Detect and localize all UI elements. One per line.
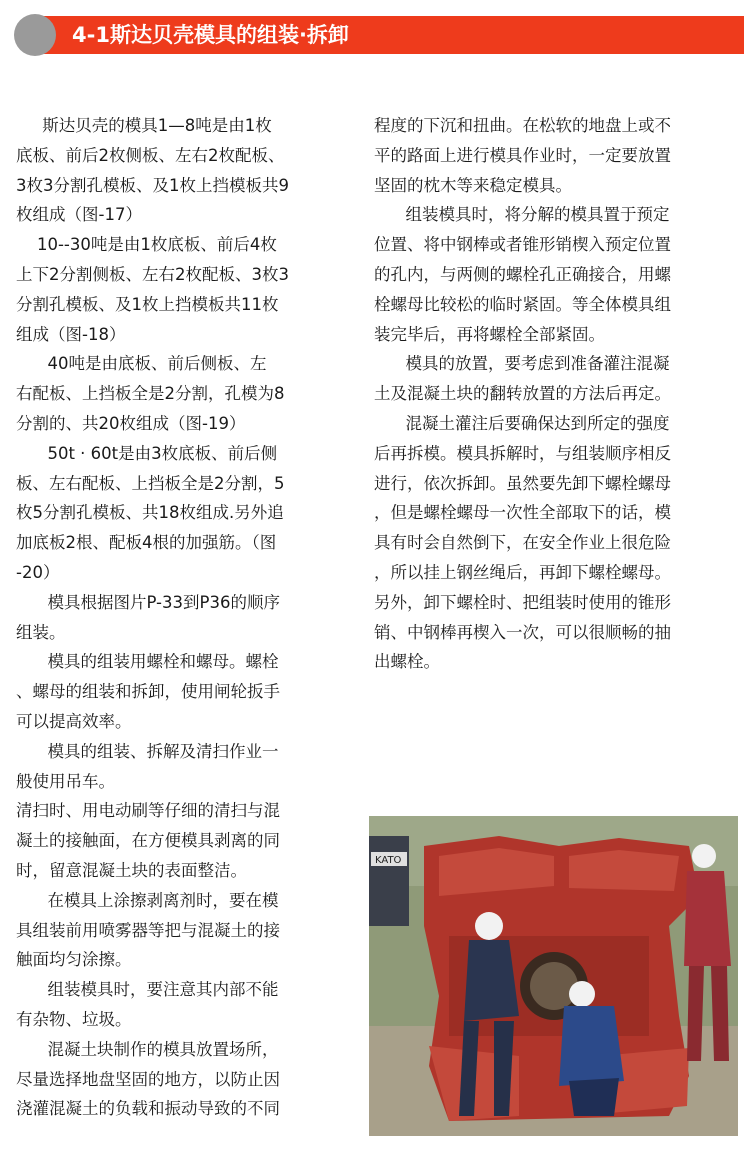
text-line: 分割的、共20枚组成（图-19）	[16, 413, 246, 433]
text-line: 枚组成（图-17）	[16, 205, 142, 225]
text-line: 50t · 60t是由3枚底板、前后侧	[16, 443, 278, 463]
text-line: ，所以挂上钢丝绳后，再卸下螺栓螺母。	[374, 562, 671, 582]
text-line: 具有时会自然倒下，在安全作业上很危险	[374, 533, 671, 553]
text-line: 组装模具时，将分解的模具置于预定	[374, 205, 670, 225]
section-header	[14, 14, 744, 56]
text-line: 时，留意混凝土块的表面整洁。	[16, 860, 247, 880]
text-line: 后再拆模。模具拆解时，与组装顺序相反	[374, 443, 671, 463]
text-line: 土及混凝土块的翻转放置的方法后再定。	[374, 384, 671, 404]
mold-assembly-photo	[369, 816, 738, 1136]
left-text-column	[16, 111, 352, 1124]
text-line: 平的路面上进行模具作业时，一定要放置	[374, 145, 671, 165]
text-line: 枚5分割孔模板、共18枚组成.另外追	[16, 503, 284, 523]
header-circle-icon	[14, 14, 56, 56]
text-line: 组成（图-18）	[16, 324, 126, 344]
text-line: 、螺母的组装和拆卸，使用闸轮扳手	[16, 682, 280, 702]
text-line: 上下2分割侧板、左右2枚配板、3枚3	[16, 264, 289, 284]
text-line: 可以提高效率。	[16, 711, 132, 731]
text-line: 模具的组装用螺栓和螺母。螺栓	[16, 652, 279, 672]
crane-body	[369, 836, 409, 926]
text-line: 模具根据图片P-33到P36的顺序	[16, 592, 280, 612]
text-line: 程度的下沉和扭曲。在松软的地盘上或不	[374, 116, 671, 135]
text-line: 装完毕后，再将螺栓全部紧固。	[374, 324, 605, 344]
text-line: 触面均匀涂擦。	[16, 950, 132, 970]
text-line: 3枚3分割孔模板、及1枚上挡模板共9	[16, 175, 289, 195]
text-line: 坚固的枕木等来稳定模具。	[374, 175, 572, 195]
text-line: 尽量选择地盘坚固的地方，以防止因	[16, 1069, 280, 1089]
text-line: 分割孔模板、及1枚上挡模板共11枚	[16, 294, 279, 314]
text-line: 斯达贝壳的模具1—8吨是由1枚	[16, 116, 272, 135]
text-line: 加底板2根、配板4根的加强筋。（图	[16, 533, 277, 553]
text-line: 底板、前后2枚侧板、左右2枚配板、	[16, 145, 285, 165]
text-line: 凝土的接触面，在方便模具剥离的同	[16, 831, 280, 851]
text-line: 的孔内，与两侧的螺栓孔正确接合，用螺	[374, 264, 671, 284]
text-line: 模具的组装、拆解及清扫作业一	[16, 741, 279, 761]
text-line: -20）	[16, 562, 60, 582]
text-line: 混凝土灌注后要确保达到所定的强度	[374, 413, 670, 433]
crane-sign: KATO	[375, 855, 402, 866]
right-text-column	[374, 111, 736, 677]
section-title: 4-1斯达贝壳模具的组装·拆卸	[72, 23, 349, 47]
text-line: 具组装前用喷雾器等把与混凝土的接	[16, 920, 280, 940]
text-line: 有杂物、垃圾。	[16, 1009, 132, 1029]
text-line: 混凝土块制作的模具放置场所，	[16, 1039, 279, 1059]
photo-illustration	[369, 816, 738, 1136]
text-line: 出螺栓。	[374, 652, 440, 672]
text-line: 在模具上涂擦剥离剂时，要在模	[16, 890, 279, 910]
text-line: 板、左右配板、上挡板全是2分割，5	[16, 473, 285, 493]
text-line: 另外，卸下螺栓时、把组装时使用的锥形	[374, 592, 671, 612]
text-line: 位置、将中钢棒或者锥形销楔入预定位置	[374, 235, 671, 255]
text-line: 10--30吨是由1枚底板、前后4枚	[16, 235, 277, 255]
text-line: ，但是螺栓螺母一次性全部取下的话，模	[374, 503, 671, 523]
text-line: 栓螺母比较松的临时紧固。等全体模具组	[374, 294, 671, 314]
text-line: 浇灌混凝土的负载和振动导致的不同	[16, 1099, 280, 1119]
text-line: 组装模具时，要注意其内部不能	[16, 980, 279, 1000]
text-line: 组装。	[16, 622, 66, 642]
text-line: 右配板、上挡板全是2分割，孔模为8	[16, 384, 285, 404]
text-line: 进行，依次拆卸。虽然要先卸下螺栓螺母	[374, 473, 671, 493]
text-line: 销、中钢棒再楔入一次，可以很顺畅的抽	[374, 622, 671, 642]
text-line: 模具的放置，要考虑到准备灌注混凝	[374, 354, 670, 374]
text-line: 40吨是由底板、前后侧板、左	[16, 354, 267, 374]
text-line: 般使用吊车。	[16, 771, 115, 791]
text-line: 清扫时、用电动刷等仔细的清扫与混	[16, 801, 280, 821]
